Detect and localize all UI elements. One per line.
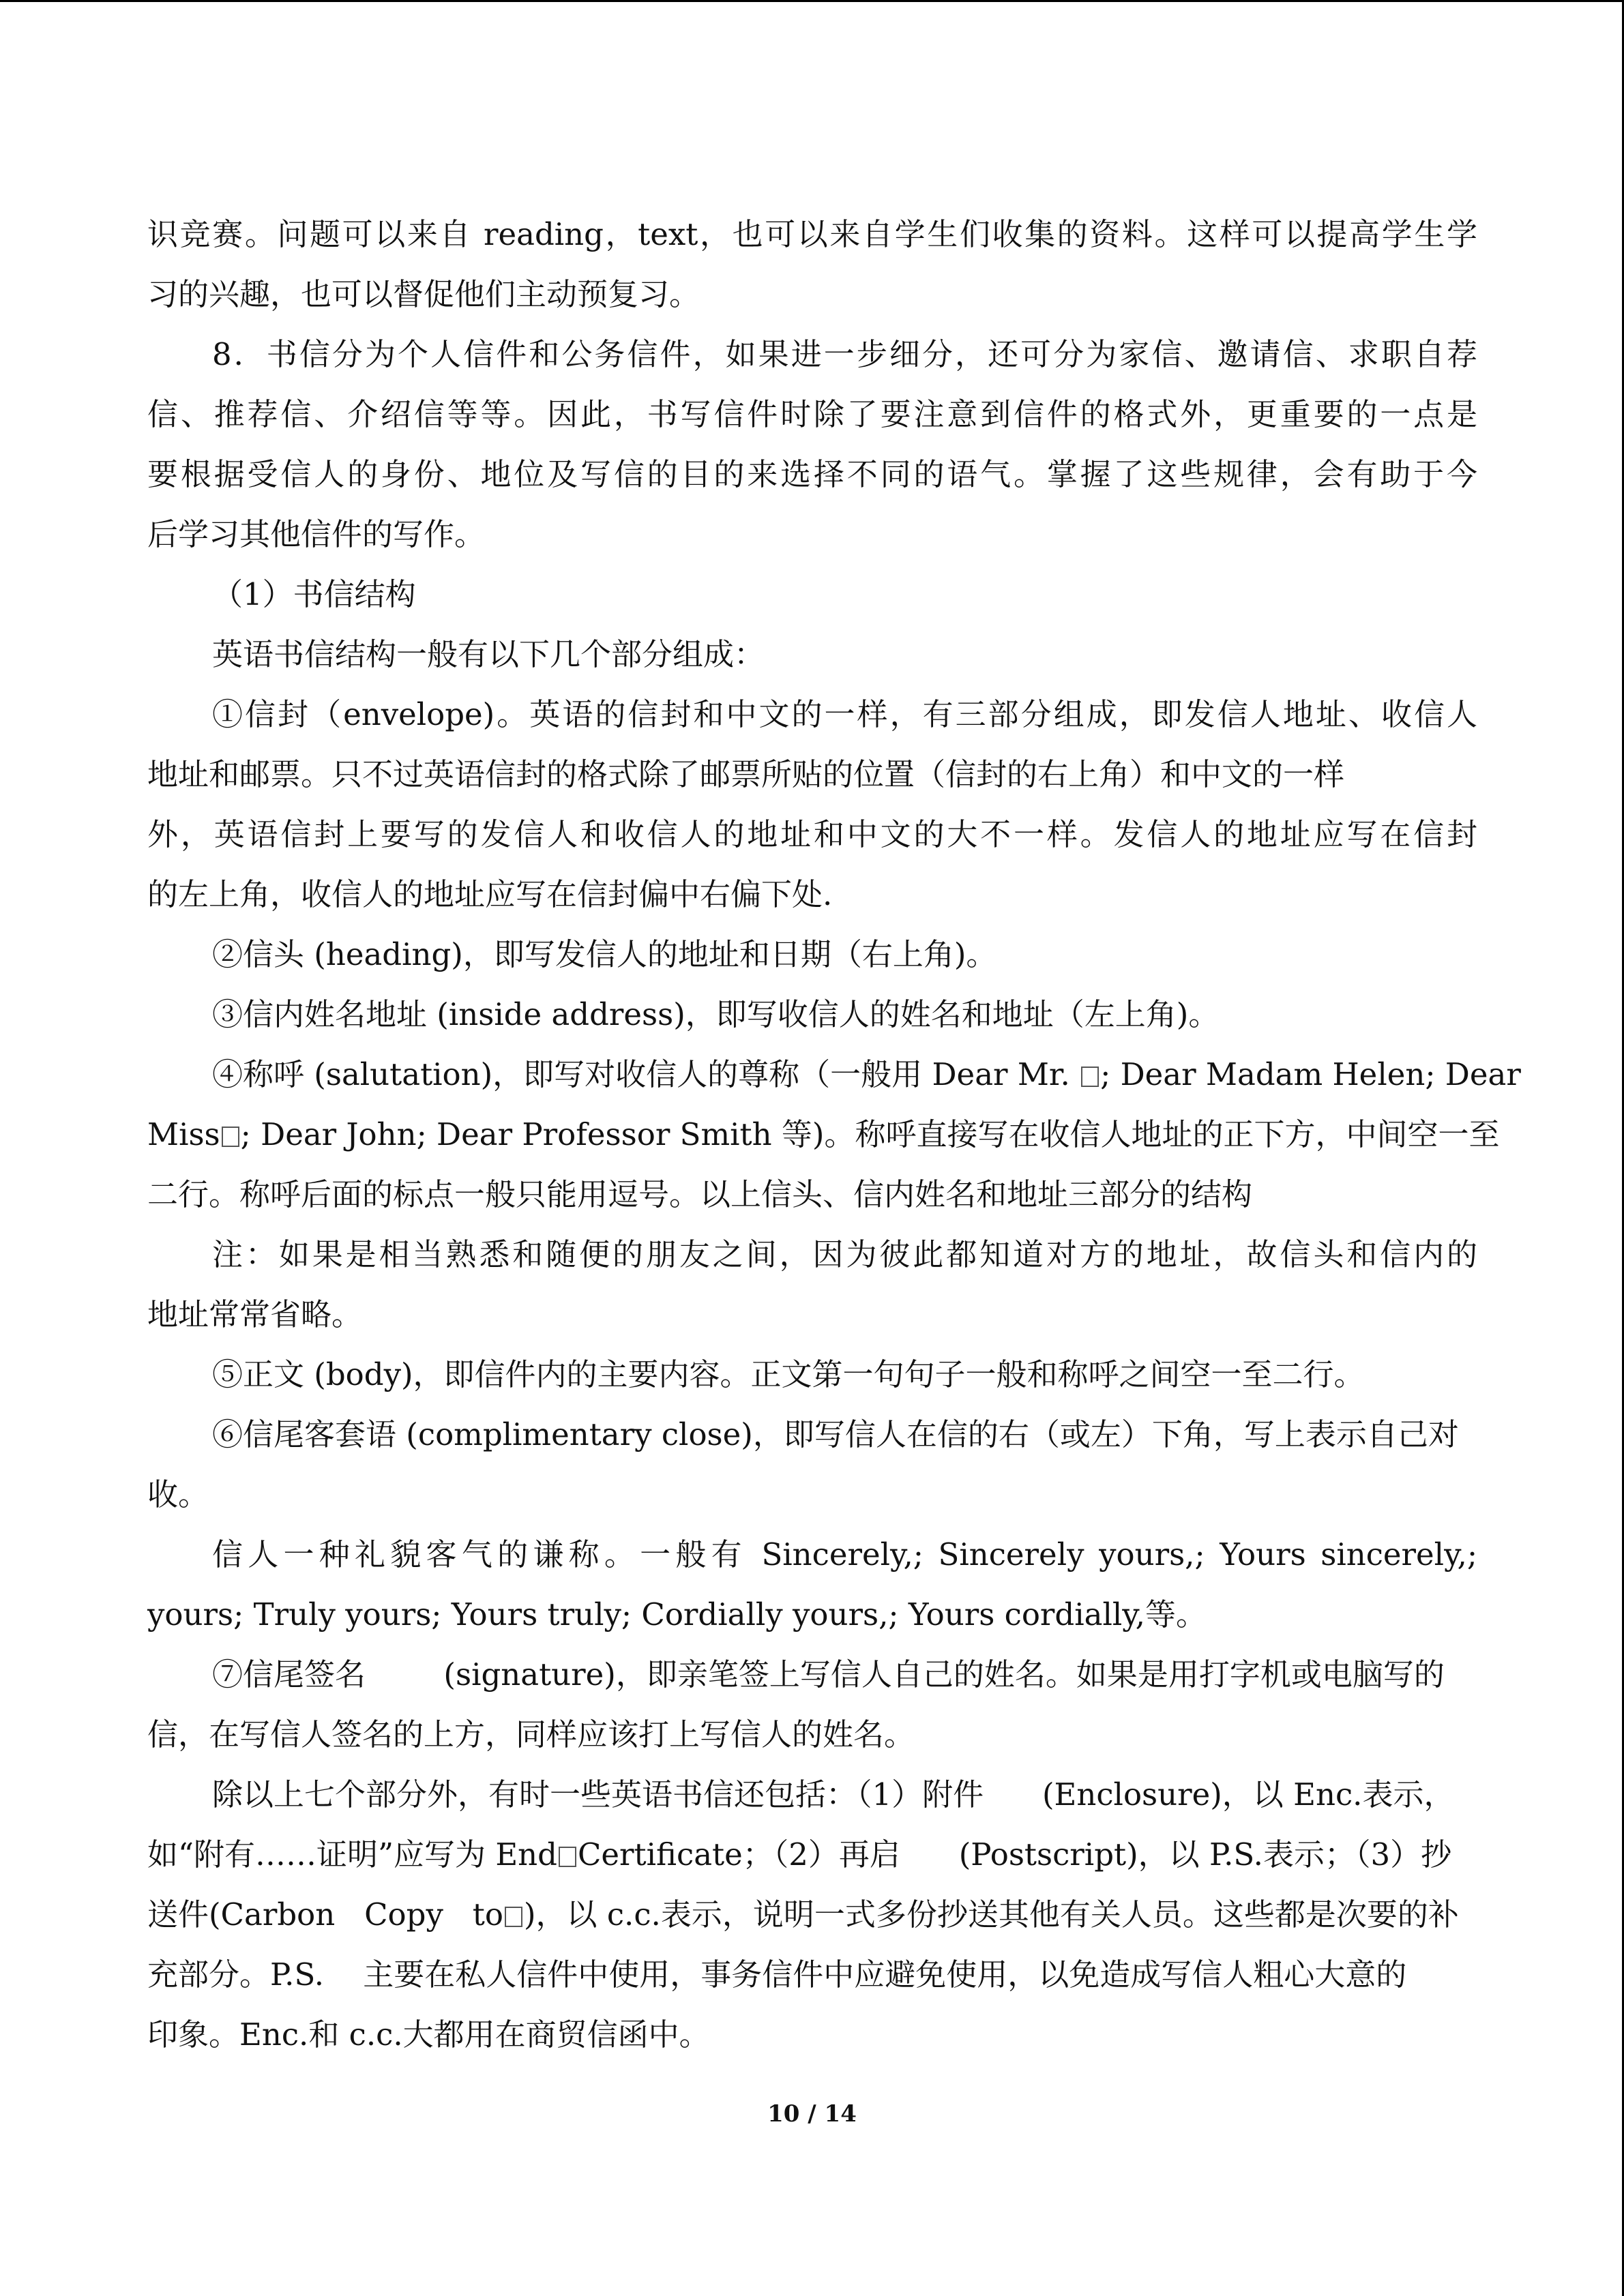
- text-segment: 如“附有……证明”应写为 End: [147, 1836, 557, 1873]
- paragraph-line: 信、推荐信、介绍信等等。因此，书写信件时除了要注意到信件的格式外，更重要的一点是: [147, 396, 1477, 432]
- paragraph-line: ⑤正文 (body)，即信件内的主要内容。正文第一句句子一般和称呼之间空一至二行。: [212, 1356, 1365, 1392]
- paragraph-line: 习的兴趣，也可以督促他们主动预复习。: [147, 276, 700, 312]
- paragraph-line: 二行。称呼后面的标点一般只能用逗号。以上信头、信内姓名和地址三部分的结构: [147, 1176, 1253, 1212]
- paragraph-line: 印象。Enc.和 c.c.大都用在商贸信函中。: [147, 2016, 710, 2053]
- missing-glyph-box: [222, 1127, 239, 1147]
- text-segment: 送件(Carbon Copy to: [147, 1896, 503, 1933]
- paragraph-line: 信人一种礼貌客气的谦称。一般有 Sincerely,; Sincerely yours,; Yours sincerely,;: [212, 1536, 1477, 1572]
- missing-glyph-box: [505, 1907, 522, 1927]
- paragraph-line: [147, 1825, 1477, 1885]
- paragraph-line: 8．书信分为个人信件和公务信件，如果进一步细分，还可分为家信、邀请信、求职自荐: [212, 336, 1477, 372]
- top-border-line: [0, 0, 1624, 2]
- paragraph-line: 英语书信结构一般有以下几个部分组成：: [212, 636, 765, 672]
- text-segment: Certificate；（2）再启 (Postscript)，以 P.S.表示；（3）抄: [577, 1836, 1452, 1873]
- missing-glyph-box: [559, 1847, 576, 1867]
- paragraph-line: 信，在写信人签名的上方，同样应该打上写信人的姓名。: [147, 1716, 915, 1753]
- text-segment: ; Dear Madam Helen; Dear: [1100, 1056, 1521, 1092]
- section-heading: （1）书信结构: [212, 576, 416, 612]
- text-segment: ④称呼 (salutation)，即写对收信人的尊称（一般用 Dear Mr.: [212, 1056, 1070, 1092]
- paragraph-line: 识竞赛。问题可以来自 reading，text，也可以来自学生们收集的资料。这样可以提高学生学: [147, 216, 1477, 252]
- text-segment: ; Dear John; Dear Professor Smith 等)。称呼直接写在收信人地址的正下方，中间空一至: [240, 1116, 1500, 1152]
- page-number: 10 / 14: [767, 2100, 857, 2128]
- paragraph-line: 除以上七个部分外，有时一些英语书信还包括：（1）附件 (Enclosure)，以 Enc.表示，: [212, 1776, 1455, 1813]
- text-segment: )，以 c.c.表示，说明一式多份抄送其他有关人员。这些都是次要的补: [523, 1896, 1459, 1933]
- paragraph-line: 注：如果是相当熟悉和随便的朋友之间，因为彼此都知道对方的地址，故信头和信内的: [212, 1236, 1477, 1272]
- paragraph-line: 的左上角，收信人的地址应写在信封偏中右偏下处.: [147, 876, 833, 912]
- paragraph-line: 地址和邮票。只不过英语信封的格式除了邮票所贴的位置（信封的右上角）和中文的一样: [147, 756, 1345, 792]
- paragraph-line: 后学习其他信件的写作。: [147, 516, 486, 552]
- paragraph-line: ①信封（envelope)。英语的信封和中文的一样，有三部分组成，即发信人地址、收信人: [212, 696, 1477, 732]
- paragraph-line: ⑦信尾签名 (signature)，即亲笔签上写信人自己的姓名。如果是用打字机或电脑写的: [212, 1656, 1445, 1693]
- document-body: [147, 205, 1521, 2065]
- missing-glyph-box: [1081, 1067, 1099, 1087]
- paragraph-line: [147, 1045, 1521, 1105]
- paragraph-line: yours; Truly yours; Yours truly; Cordially yours,; Yours cordially,等。: [147, 1596, 1207, 1632]
- paragraph-line: [147, 1105, 1500, 1165]
- paragraph-line: 地址常常省略。: [147, 1296, 363, 1332]
- paragraph-line: ③信内姓名地址 (inside address)，即写收信人的姓名和地址（左上角)。: [212, 996, 1220, 1032]
- paragraph-line: ⑥信尾客套语 (complimentary close)，即写信人在信的右（或左）下角，写上表示自己对: [212, 1416, 1459, 1452]
- text-segment: Miss: [147, 1116, 220, 1152]
- paragraph-line: 要根据受信人的身份、地位及写信的目的来选择不同的语气。掌握了这些规律，会有助于今: [147, 456, 1477, 492]
- paragraph-line: 收。: [147, 1476, 209, 1512]
- paragraph-line: 充部分。P.S. 主要在私人信件中使用，事务信件中应避免使用，以免造成写信人粗心大意的: [147, 1956, 1407, 1993]
- paragraph-line: 外，英语信封上要写的发信人和收信人的地址和中文的大不一样。发信人的地址应写在信封: [147, 816, 1477, 852]
- paragraph-line: ②信头 (heading)，即写发信人的地址和日期（右上角)。: [212, 936, 997, 972]
- paragraph-line: [147, 1885, 1477, 1945]
